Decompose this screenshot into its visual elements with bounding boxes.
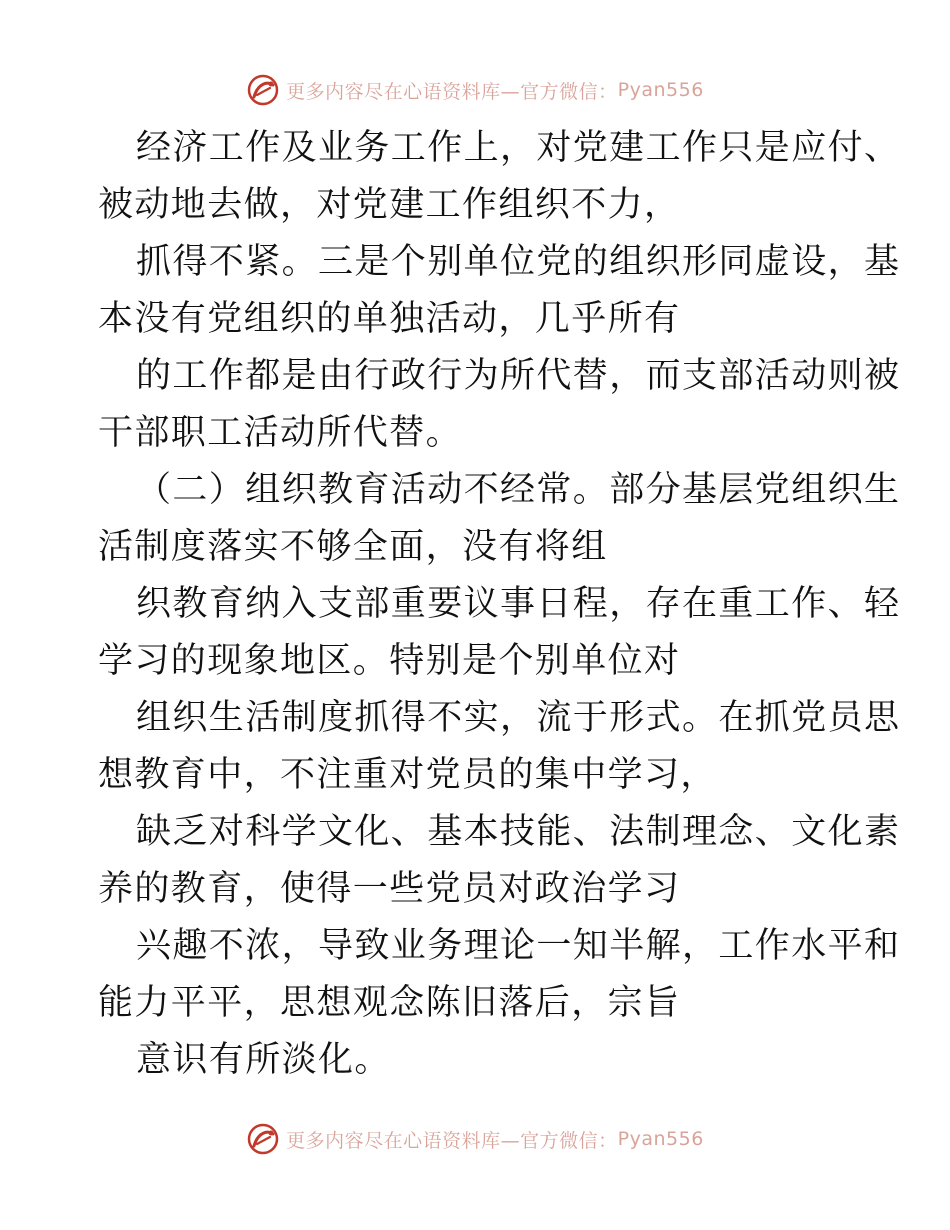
body-line: 想教育中，不注重对党员的集中学习， [98,755,717,795]
logo-icon [246,73,280,107]
body-line: 兴趣不浓，导致业务理论一知半解，工作水平和 [136,926,901,966]
banner-text: 更多内容尽在心语资料库—官方微信： [286,1129,618,1152]
body-line: 学习的现象地区。特别是个别单位对 [98,641,681,681]
body-line: 织教育纳入支部重要议事日程，存在重工作、轻 [136,584,901,624]
body-line: 抓得不紧。三是个别单位党的组织形同虚设，基 [136,242,901,282]
body-line: 意识有所淡化。 [136,1040,391,1080]
document-body [98,120,901,1089]
body-line: 被动地去做，对党建工作组织不力， [98,185,681,225]
body-line: 经济工作及业务工作上，对党建工作只是应付、 [136,128,901,168]
banner-contact: Pyan556 [617,79,704,101]
body-line: 养的教育，使得一些党员对政治学习 [98,869,681,909]
body-line: 能力平平，思想观念陈旧落后，宗旨 [98,983,681,1023]
body-line: 组织生活制度抓得不实，流于形式。在抓党员思 [136,698,901,738]
banner-text: 更多内容尽在心语资料库—官方微信： [286,80,618,103]
body-line: 本没有党组织的单独活动，几乎所有 [98,299,681,339]
body-line: 干部职工活动所代替。 [98,413,463,453]
body-line: 活制度落实不够全面，没有将组 [98,527,608,567]
body-line: （二）组织教育活动不经常。部分基层党组织生 [136,470,901,510]
header-banner [0,70,950,110]
logo-icon [246,1122,280,1156]
body-line: 的工作都是由行政行为所代替，而支部活动则被 [136,356,901,396]
footer-banner [0,1119,950,1159]
banner-contact: Pyan556 [617,1128,704,1150]
body-line: 缺乏对科学文化、基本技能、法制理念、文化素 [136,812,901,852]
